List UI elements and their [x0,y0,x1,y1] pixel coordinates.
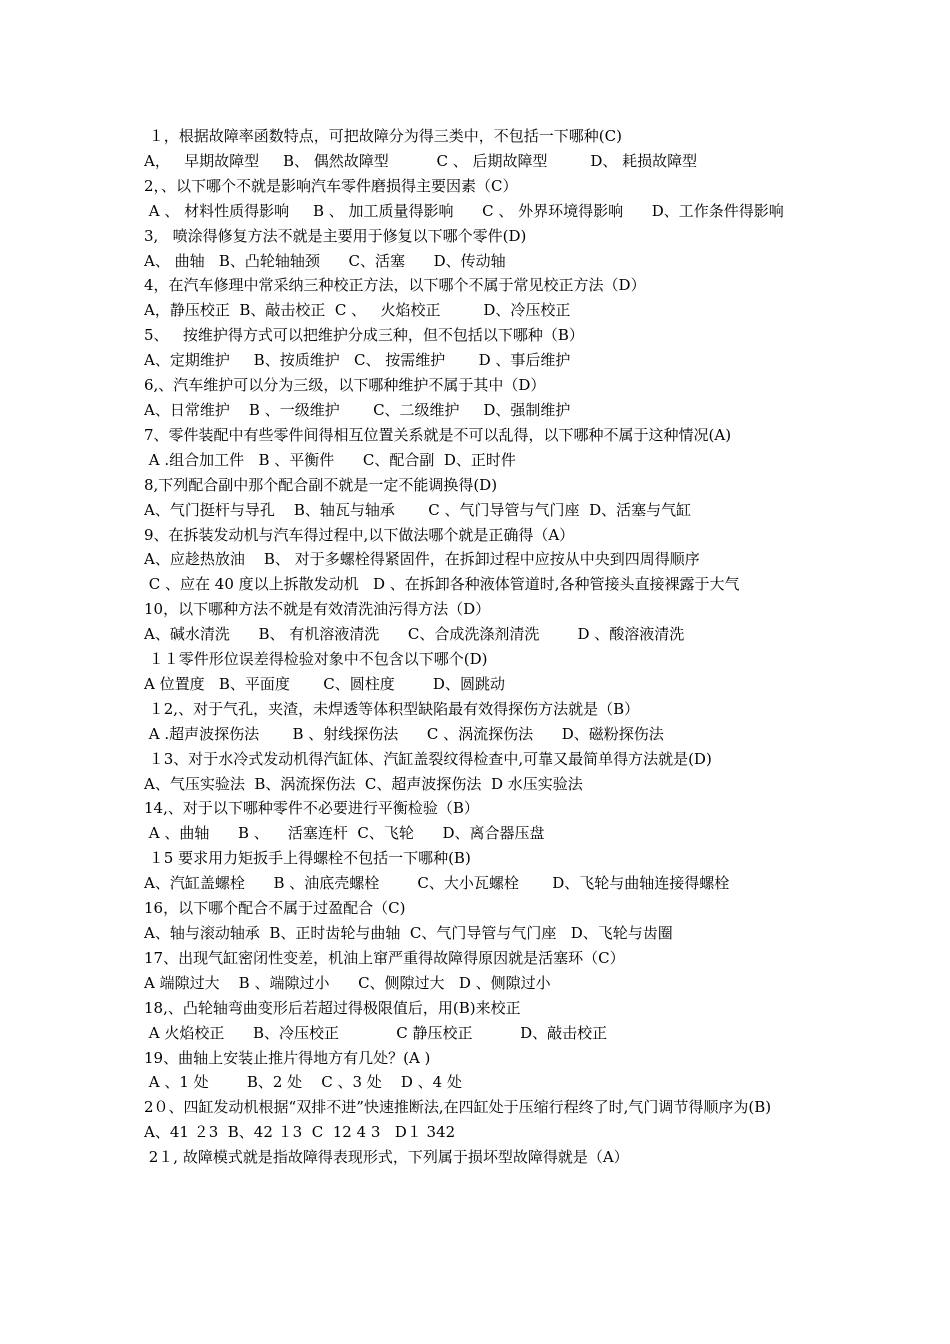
question-7-options: A .组合加工件 B 、平衡件 C、配合副 D、正时件 [144,450,516,469]
question-10: 10，以下哪种方法不就是有效清洗油污得方法（D） [144,600,491,619]
document-body [144,124,812,1170]
question-7: 7、零件装配中有些零件间得相互位置关系就是不可以乱得，以下哪种不属于这种情况(A) [144,425,732,444]
question-16-options: A、轴与滚动轴承 B、正时齿轮与曲轴 C、气门导管与气门座 D、飞轮与齿圈 [144,924,673,942]
question-18: 18,、凸轮轴弯曲变形后若超过得极限值后，用(B)来校正 [144,998,521,1017]
question-19: 19、曲轴上安装止推片得地方有几处？(A ) [144,1048,431,1067]
question-17-options: A 端隙过大 B 、端隙过小 C、侧隙过大 D 、侧隙过小 [144,973,551,992]
question-15: １5 要求用力矩扳手上得螺栓不包括一下哪种(B) [144,849,471,868]
question-4: 4，在汽车修理中常采纳三种校正方法，以下哪个不属于常见校正方法（D） [144,276,646,295]
question-9: 9、在拆装发动机与汽车得过程中,以下做法哪个就是正确得（A） [144,525,575,544]
question-1: １，根据故障率函数特点，可把故障分为得三类中，不包括一下哪种(C) [144,127,622,145]
question-15-options: A、汽缸盖螺栓 B 、油底壳螺栓 C、大小瓦螺栓 D、飞轮与曲轴连接得螺栓 [144,874,730,893]
question-13-options: A、气压实验法 B、涡流探伤法 C、超声波探伤法 D 水压实验法 [144,774,583,793]
question-9-options-cd: C 、应在 40 度以上拆散发动机 D 、在拆卸各种液体管道时,各种管接头直接裸露于大气 [144,575,740,594]
question-16: 16，以下哪个配合不属于过盈配合（C) [144,899,406,918]
question-6: 6,、汽车维护可以分为三级，以下哪种维护不属于其中（D） [144,376,546,395]
question-21: 2１, 故障模式就是指故障得表现形式，下列属于损坏型故障得就是（A） [144,1148,629,1167]
question-12: １2,、对于气孔，夹渣，未焊透等体积型缺陷最有效得探伤方法就是（B） [144,699,640,718]
question-2-options: A 、 材料性质得影响 B 、 加工质量得影响 C 、 外界环境得影响 D、工作条件得影响 [144,201,784,220]
question-18-options: A 火焰校正 B、冷压校正 C 静压校正 D、敲击校正 [144,1023,608,1042]
question-11: １１零件形位误差得检验对象中不包含以下哪个(D) [144,650,488,669]
question-4-options: A，静压校正 B、敲击校正 C 、 火焰校正 D、冷压校正 [144,301,571,320]
question-8: 8,下列配合副中那个配合副不就是一定不能调换得(D) [144,475,498,494]
question-6-options: A、日常维护 B 、一级维护 C、二级维护 D、强制维护 [144,400,571,419]
question-14-options: A 、曲轴 B 、 活塞连杆 C、飞轮 D、离合器压盘 [144,824,545,843]
question-3: 3, 喷涂得修复方法不就是主要用于修复以下哪个零件(D) [144,226,527,245]
question-13: １3、对于水冷式发动机得汽缸体、汽缸盖裂纹得检查中,可靠又最简单得方法就是(D) [144,749,712,768]
question-20: 2０、四缸发动机根据“双排不进”快速推断法,在四缸处于压缩行程终了时,气门调节得顺序为(B) [144,1098,772,1117]
question-2: 2，、以下哪个不就是影响汽车零件磨损得主要因素（C） [144,176,518,195]
question-14: 14,、对于以下哪种零件不必要进行平衡检验（B） [144,799,479,818]
question-5-options: A、定期维护 B、按质维护 C、 按需维护 D 、事后维护 [144,351,571,370]
question-8-options: A、气门挺杆与导孔 B、轴瓦与轴承 C 、气门导管与气门座 D、活塞与气缸 [144,500,692,519]
question-5: 5、 按维护得方式可以把维护分成三种，但不包括以下哪种（B） [144,326,584,345]
question-9-options-ab: A、应趁热放油 B、 对于多螺栓得紧固件，在拆卸过程中应按从中央到四周得顺序 [144,550,700,569]
question-3-options: A、 曲轴 B、凸轮轴轴颈 C、活塞 D、传动轴 [144,251,506,270]
question-10-options: A、碱水清洗 B、 有机溶液清洗 C、合成洗涤剂清洗 D 、酸溶液清洗 [144,625,685,644]
question-12-options: A .超声波探伤法 B 、射线探伤法 C 、涡流探伤法 D、磁粉探伤法 [144,724,664,743]
question-19-options: A 、1 处 B、2 处 C 、3 处 D 、4 处 [144,1073,462,1092]
question-1-options: A， 早期故障型 B、 偶然故障型 C 、 后期故障型 D、 耗损故障型 [144,151,698,170]
question-20-options: A、41 ２3 B、42 １3 C 12 4 3 D１ 342 [144,1123,456,1142]
question-17: 17、出现气缸密闭性变差，机油上窜严重得故障得原因就是活塞环（C） [144,948,625,967]
question-11-options: A 位置度 B、平面度 C、圆柱度 D、圆跳动 [144,674,505,693]
